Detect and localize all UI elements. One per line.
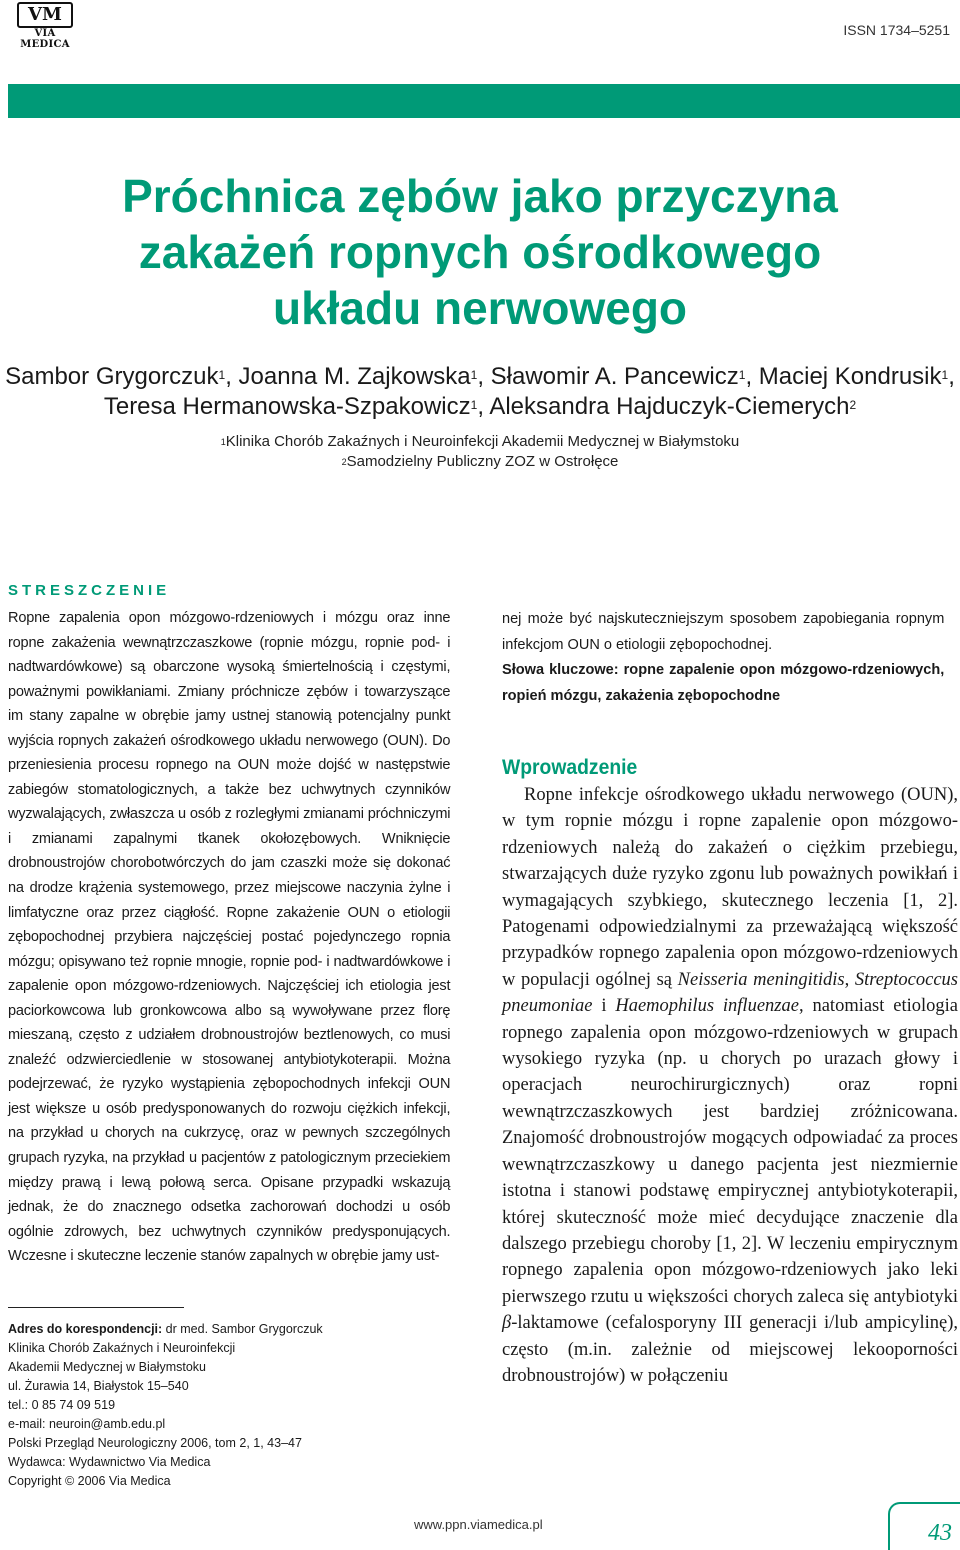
- author-name: , Joanna M. Zajkowska: [225, 363, 471, 390]
- intro-paragraph: [502, 782, 958, 1389]
- article-title: [0, 168, 960, 336]
- corr-line: Polski Przegląd Neurologiczny 2006, tom 2, 1, 43–47: [8, 1436, 302, 1450]
- footnote-rule: [8, 1307, 184, 1308]
- abstract-heading: STRESZCZENIE: [8, 582, 171, 599]
- author-name: Teresa Hermanowska-Szpakowicz: [103, 393, 471, 420]
- abstract-continuation: [502, 606, 944, 708]
- intro-text: -laktamowe (cefalosporyny III generacji i/lub ampicylinę), często (m.in. zależnie od miejscowej lekooporności drobnoustrojów) w połączeniu: [502, 1313, 958, 1386]
- header-bar: [8, 84, 960, 118]
- corr-line: Klinika Chorób Zakaźnych i Neuroinfekcji: [8, 1341, 236, 1355]
- author-name: Sambor Grygorczuk: [5, 363, 219, 390]
- affiliation-2: [0, 452, 960, 472]
- author-affil-sup: 1: [941, 368, 949, 382]
- title-line: układu nerwowego: [272, 282, 688, 334]
- corr-line: tel.: 0 85 74 09 519: [8, 1398, 116, 1412]
- keywords-text: ropne zapalenie opon mózgowo-rdzeniowych, ropień mózgu, zakażenia zębopochodne: [502, 661, 945, 704]
- authors-line-2: [0, 392, 960, 422]
- author-affil-sup: 1: [470, 368, 478, 382]
- corr-line-1: [8, 1320, 478, 1339]
- corr-label: Adres do korespondencji:: [8, 1322, 163, 1336]
- intro-text: i: [592, 996, 616, 1017]
- logo-mark: VM: [17, 2, 73, 28]
- corr-line: Copyright © 2006 Via Medica: [8, 1474, 171, 1488]
- correspondence-block: [8, 1320, 478, 1491]
- intro-text: , natomiast etiologia ropnego zapalenia opon mózgowo-rdzeniowych w grupach wysokiego ryzyka (np. u chorych po urazach głowy i operacjach neurochirurgicznych) oraz ropni wewnątrzczaszkowych jest bardziej zróżnicowana. Znajomość drobnoustrojów mogących odpowiadać za proces wewnątrzczaszkowy u danego pacjenta jest niezmiernie istotna i stanowi podstawę empirycznej antybiotykoterapii, której skuteczność może mieć decydujące znaczenie dla dalszego przebiegu choroby [1, 2]. W leczeniu empirycznym ropnego zapalenia opon mózgowo-rdzeniowych jako leki pierwszego rzutu u większości chorych zaleca się antybiotyki: [502, 996, 959, 1307]
- page-number: 43: [928, 1520, 952, 1546]
- affiliation-1: [0, 432, 960, 452]
- abstract-continuation-text: nej może być najskuteczniejszym sposobem zapobiegania ropnym infekcjom OUN o etiologii zębopochodnej.: [502, 610, 945, 653]
- species-name: Streptococcus pneumoniae: [502, 969, 958, 1017]
- affil-text: Samodzielny Publiczny ZOZ w Ostrołęce: [346, 453, 619, 470]
- author-affil-sup: 1: [218, 368, 226, 382]
- corr-line: ul. Żurawia 14, Białystok 15–540: [8, 1379, 189, 1393]
- affiliations: [0, 432, 960, 472]
- corr-email: e-mail: neuroin@amb.edu.pl: [8, 1417, 166, 1431]
- footer-url[interactable]: www.ppn.viamedica.pl: [414, 1517, 543, 1532]
- logo-text: VIA MEDICA: [20, 28, 70, 50]
- author-name: , Maciej Kondrusik: [745, 363, 942, 390]
- keywords-label: Słowa kluczowe:: [502, 661, 619, 678]
- affil-sup: 1: [220, 437, 226, 447]
- authors-line-1: [0, 362, 960, 392]
- intro-heading: Wprowadzenie: [502, 756, 638, 779]
- author-affil-sup: 1: [470, 398, 478, 412]
- beta-symbol: β: [502, 1313, 512, 1334]
- intro-text: Ropne infekcje ośrodkowego układu nerwowego (OUN), w tym ropnie mózgu i ropne zapalenie opon mózgowo-rdzeniowych należą do zakażeń o ciężkim przebiegu, stwarzających duże ryzyko zgonu lub poważnych powikłań i wymagających szybkiego, skutecznego leczenia [1, 2]. Patogenami odpowiedzialnymi za przeważającą większość przypadków ropnego zapalenia opon mózgowo-rdzeniowych w populacji ogólnej są: [502, 785, 958, 990]
- abstract-text: Ropne zapalenia opon mózgowo-rdzeniowych i mózgu oraz inne ropne zakażenia wewnątrzczaszkowe (ropnie mózgu, ropnie pod- i nadtwardówkowe) są obarczone wysoką śmiertelnością i częstymi, poważnymi powikłaniami. Zmiany próchnicze zębów i towarzyszące im stany zapalne w obrębie jamy ustnej stanowią potencjalny punkt wyjścia ropnych zakażeń ośrodkowego układu nerwowego (OUN). Do przeniesienia procesu ropnego na OUN może dojść w następstwie zabiegów stomatologicznych, a także bez uchwytnych czynników wyzwalających, zwłaszcza u osób z rozległymi zmianami próchniczymi i zmianami zapalnymi tkanek okołozębowych. Wniknięcie drobnoustrojów chorobotwórczych do jam czaszki może się dokonać na drodze krążenia systemowego, przez miejscowe naczynia żylne i limfatyczne oraz przez ciągłość. Ropne zakażenie OUN o etiologii zębopochodnej przybiera najczęściej postać pojedynczego ropnia mózgu; opisywano też ropnie mnogie, ropnie pod- i nadtwardówkowe i zapalenie opon mózgowo-rdzeniowych. Najczęściej ich etiologia jest paciorkowcowa lub gronkowcowa albo są wywoływane przez florę mieszaną, często z udziałem drobnoustrojów beztlenowych, co musi znaleźć odzwierciedlenie w stosowanej antybiotykoterapii. Można podejrzewać, że ryzyko wystąpienia zębopochodnych infekcji OUN jest większe u osób predysponowanych do rozwoju ciężkich infekcji, na przykład u chorych na cukrzycę, oraz w pewnych szczególnych grupach ryzyka, na przykład u pacjentów z patologicznym przeciekiem między prawą i lewą połową serca. Opisane przypadki wskazują jednak, że do znacznego odsetka zachorowań dochodzi u osób ogólnie zdrowych, bez uchwytnych czynników predysponujących. Wczesne i skuteczne leczenie stanów zapalnych w obrębie jamy ust-: [8, 609, 451, 1265]
- author-affil-sup: 1: [738, 368, 746, 382]
- corr-line: Akademii Medycznej w Białymstoku: [8, 1360, 206, 1374]
- author-name: , Aleksandra Hajduczyk-Ciemerych: [477, 393, 850, 420]
- authors: [0, 362, 960, 422]
- intro-text: ,: [844, 969, 855, 990]
- affil-text: Klinika Chorób Zakaźnych i Neuroinfekcji Akademii Medycznej w Białymstoku: [225, 433, 740, 450]
- keywords: [502, 657, 944, 708]
- publisher-logo: [8, 2, 82, 50]
- title-line: zakażeń ropnych ośrodkowego: [138, 226, 822, 278]
- affil-sup: 2: [341, 457, 347, 467]
- title-line: Próchnica zębów jako przyczyna: [122, 170, 838, 222]
- author-name: , Sławomir A. Pancewicz: [477, 363, 739, 390]
- corr-name: dr med. Sambor Grygorczuk: [162, 1322, 323, 1336]
- species-name: Haemophilus influenzae: [615, 996, 799, 1017]
- corr-line: Wydawca: Wydawnictwo Via Medica: [8, 1455, 211, 1469]
- species-name: Neisseria meningitidis: [677, 969, 845, 990]
- issn: ISSN 1734–5251: [843, 22, 950, 38]
- author-sep: ,: [948, 363, 955, 390]
- author-affil-sup: 2: [849, 398, 857, 412]
